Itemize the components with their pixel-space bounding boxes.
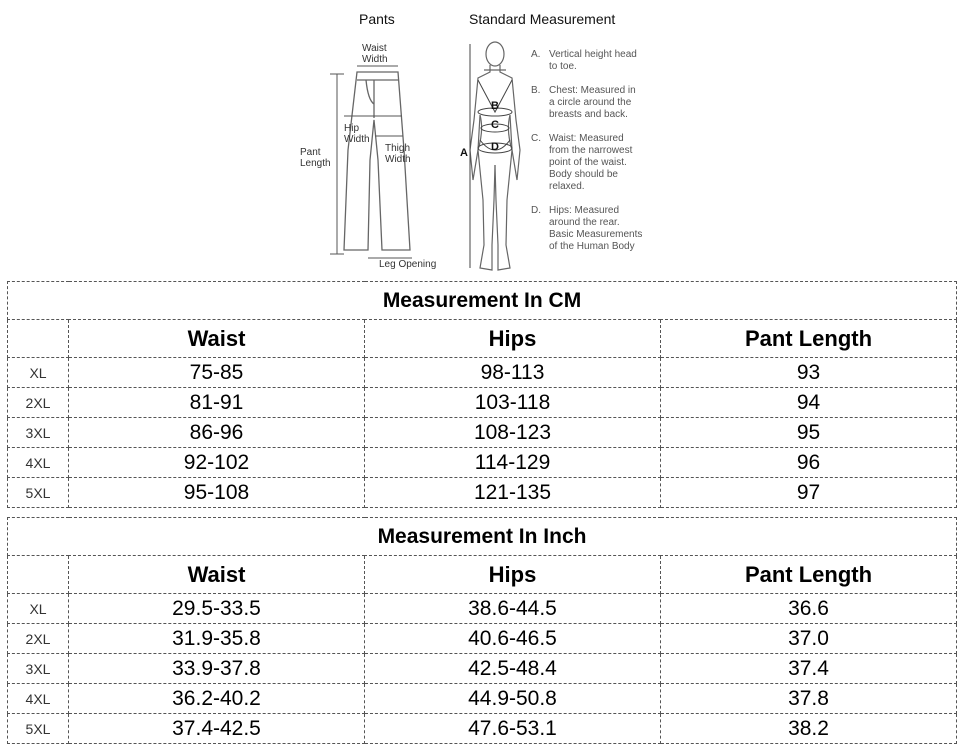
hips-value: 98-113 [365, 358, 661, 388]
pant-length-label-1: Pant [300, 147, 321, 158]
note-a-line1: Vertical height head [549, 49, 637, 60]
table-row [8, 594, 957, 624]
note-c-letter: C. [531, 133, 541, 144]
pants-title: Pants [359, 11, 395, 27]
marker-a: A [460, 147, 468, 159]
waist-value: 29.5-33.5 [69, 594, 365, 624]
hips-value: 44.9-50.8 [365, 684, 661, 714]
table-row [8, 448, 957, 478]
table-title: Measurement In Inch [8, 518, 957, 556]
note-d-letter: D. [531, 205, 541, 216]
waist-value: 31.9-35.8 [69, 624, 365, 654]
pant-length-value: 37.0 [661, 624, 957, 654]
thigh-width-label-2: Width [385, 154, 411, 165]
note-c-line2: from the narrowest [549, 145, 633, 156]
pant-length-value: 97 [661, 478, 957, 508]
thigh-width-label-1: Thigh [385, 143, 411, 154]
note-a-letter: A. [531, 49, 541, 60]
waist-value: 92-102 [69, 448, 365, 478]
hips-value: 108-123 [365, 418, 661, 448]
table-row [8, 388, 957, 418]
pant-length-value: 94 [661, 388, 957, 418]
marker-d: D [491, 141, 499, 153]
size-label: 2XL [8, 388, 69, 418]
cm-measurement-table [7, 281, 957, 508]
size-label: 4XL [8, 448, 69, 478]
waist-value: 86-96 [69, 418, 365, 448]
column-header-waist: Waist [69, 556, 365, 594]
table-row [8, 714, 957, 744]
waist-value: 81-91 [69, 388, 365, 418]
size-label: 5XL [8, 714, 69, 744]
leg-opening-label: Leg Opening [379, 259, 437, 270]
note-b-line1: Chest: Measured in [549, 85, 636, 96]
marker-b: B [491, 100, 499, 112]
note-d-line4: of the Human Body [549, 241, 635, 252]
note-d-line3: Basic Measurements [549, 229, 643, 240]
table-row [8, 358, 957, 388]
hips-value: 47.6-53.1 [365, 714, 661, 744]
hips-value: 42.5-48.4 [365, 654, 661, 684]
note-b-letter: B. [531, 85, 541, 96]
note-d-line1: Hips: Measured [549, 205, 620, 216]
inch-measurement-table [7, 517, 957, 744]
table-row [8, 684, 957, 714]
waist-value: 37.4-42.5 [69, 714, 365, 744]
waist-width-label-1: Waist [362, 43, 387, 54]
note-c-line1: Waist: Measured [549, 133, 624, 144]
pant-length-value: 96 [661, 448, 957, 478]
pant-length-value: 95 [661, 418, 957, 448]
note-b-line3: breasts and back. [549, 109, 628, 120]
table-row [8, 654, 957, 684]
table-row [8, 418, 957, 448]
size-header-cell [8, 320, 69, 358]
hips-value: 40.6-46.5 [365, 624, 661, 654]
waist-value: 36.2-40.2 [69, 684, 365, 714]
size-label: XL [8, 594, 69, 624]
column-header-pant-length: Pant Length [661, 320, 957, 358]
note-c-line5: relaxed. [549, 181, 585, 192]
column-header-hips: Hips [365, 556, 661, 594]
column-header-pant-length: Pant Length [661, 556, 957, 594]
size-label: 3XL [8, 654, 69, 684]
waist-width-label-2: Width [362, 54, 388, 65]
body-figure [470, 42, 520, 270]
note-b-line2: a circle around the [549, 97, 632, 108]
standard-measurement-title: Standard Measurement [469, 11, 616, 27]
note-c-line4: Body should be [549, 169, 618, 180]
waist-value: 75-85 [69, 358, 365, 388]
pant-length-value: 37.8 [661, 684, 957, 714]
hips-value: 38.6-44.5 [365, 594, 661, 624]
table-title: Measurement In CM [8, 282, 957, 320]
pant-length-label-2: Length [300, 158, 331, 169]
hips-value: 121-135 [365, 478, 661, 508]
note-a-line2: to toe. [549, 61, 577, 72]
measurement-notes [531, 49, 642, 252]
size-label: 4XL [8, 684, 69, 714]
marker-c: C [491, 119, 499, 131]
hips-value: 114-129 [365, 448, 661, 478]
waist-value: 95-108 [69, 478, 365, 508]
hip-width-label-1: Hip [344, 123, 360, 134]
size-label: 2XL [8, 624, 69, 654]
size-label: 3XL [8, 418, 69, 448]
column-header-hips: Hips [365, 320, 661, 358]
hips-value: 103-118 [365, 388, 661, 418]
size-label: XL [8, 358, 69, 388]
size-header-cell [8, 556, 69, 594]
pant-length-value: 38.2 [661, 714, 957, 744]
note-c-line3: point of the waist. [549, 157, 627, 168]
waist-value: 33.9-37.8 [69, 654, 365, 684]
hip-width-label-2: Width [344, 134, 370, 145]
table-row [8, 478, 957, 508]
note-d-line2: around the rear. [549, 217, 620, 228]
pant-length-value: 37.4 [661, 654, 957, 684]
pant-length-value: 93 [661, 358, 957, 388]
pant-length-value: 36.6 [661, 594, 957, 624]
measurement-diagram [0, 0, 962, 278]
column-header-waist: Waist [69, 320, 365, 358]
size-label: 5XL [8, 478, 69, 508]
table-row [8, 624, 957, 654]
